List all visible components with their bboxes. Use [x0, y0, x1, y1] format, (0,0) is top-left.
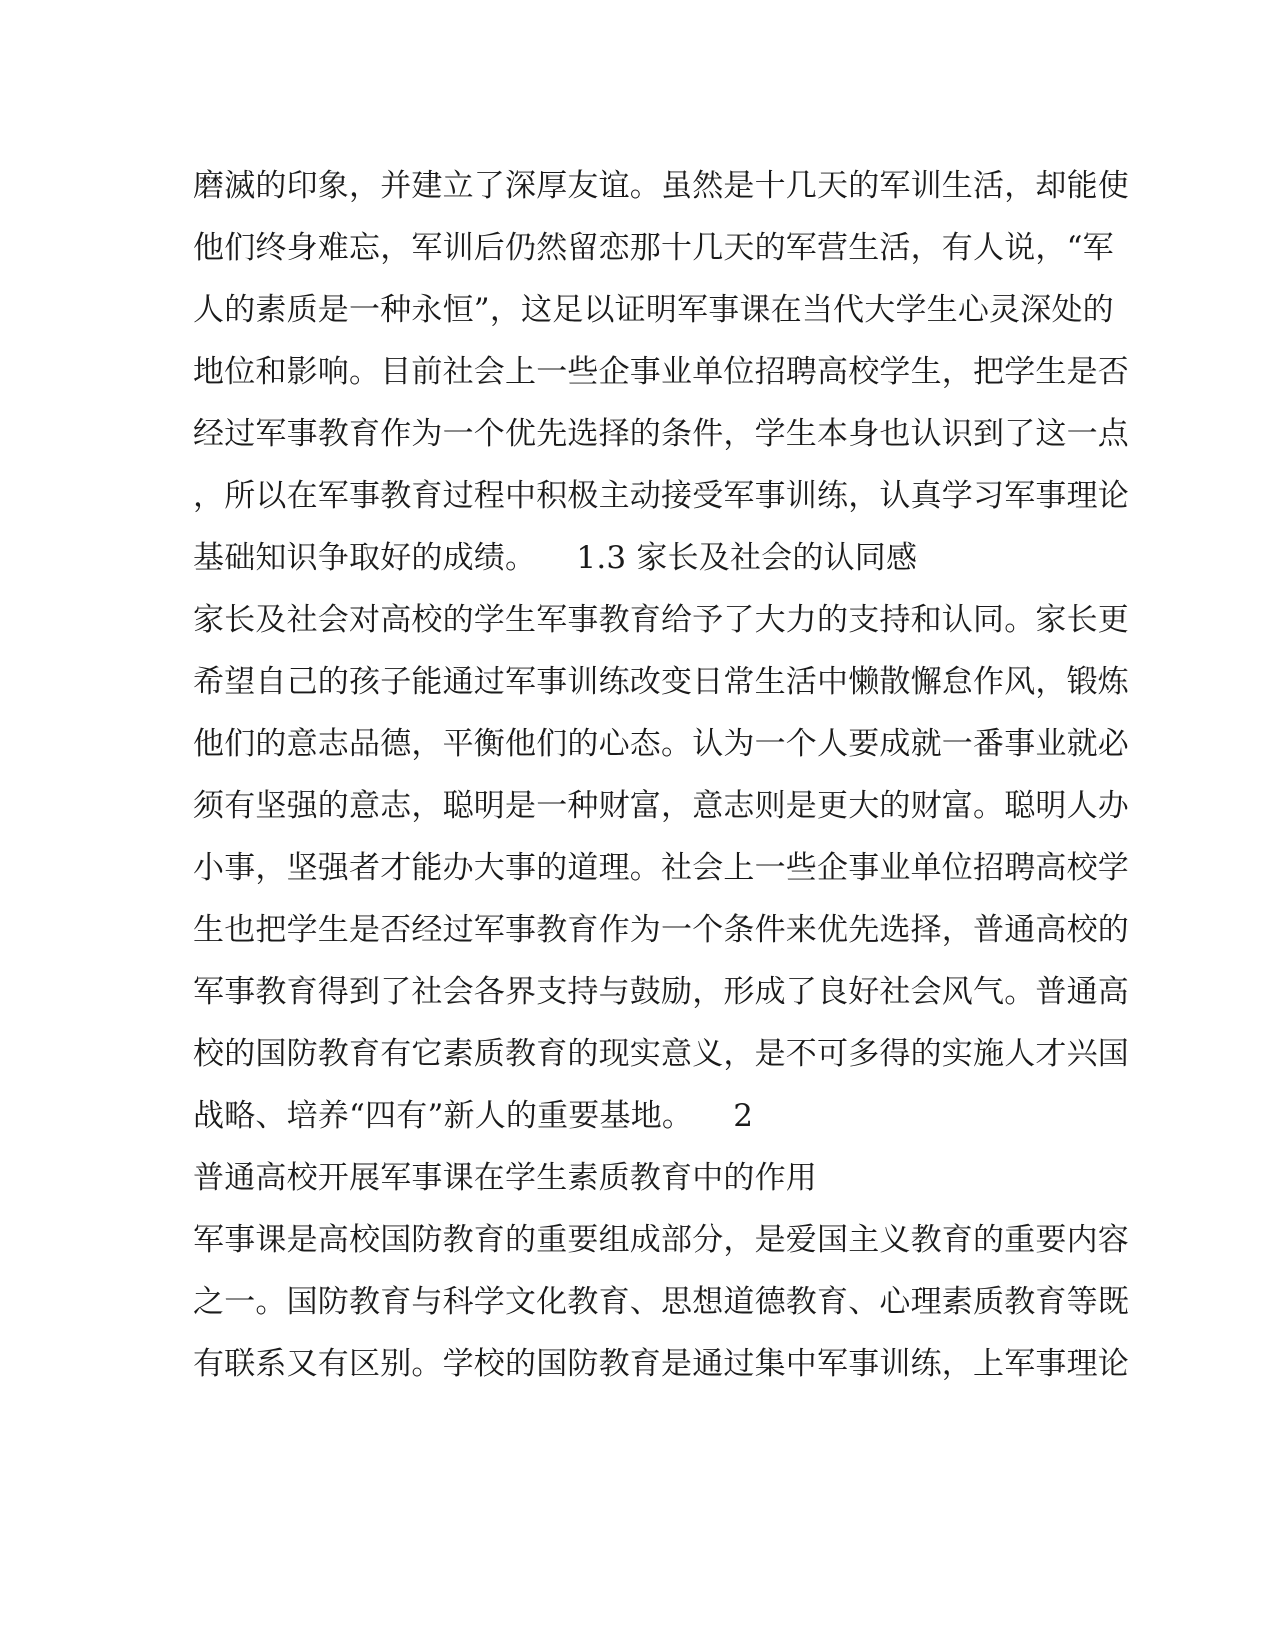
text-line: 军事教育得到了社会各界支持与鼓励，形成了良好社会风气。普通高	[193, 974, 1129, 1010]
text-line: 战略、培养“四有”新人的重要基地。 2	[193, 1098, 754, 1134]
text-line: 他们终身难忘，军训后仍然留恋那十几天的军营生活，有人说，“军	[193, 230, 1114, 266]
text-line: 小事，坚强者才能办大事的道理。社会上一些企事业单位招聘高校学	[193, 850, 1129, 886]
text-line: 军事课是高校国防教育的重要组成部分，是爱国主义教育的重要内容	[193, 1222, 1129, 1258]
text-line: 有联系又有区别。学校的国防教育是通过集中军事训练，上军事理论	[193, 1346, 1129, 1382]
text-line: 须有坚强的意志，聪明是一种财富，意志则是更大的财富。聪明人办	[193, 788, 1129, 824]
text-line: 基础知识争取好的成绩。 1.3 家长及社会的认同感	[193, 540, 918, 576]
text-line: 家长及社会对高校的学生军事教育给予了大力的支持和认同。家长更	[193, 602, 1129, 638]
text-line: 磨滅的印象，并建立了深厚友谊。虽然是十几天的军训生活，却能使	[193, 168, 1129, 204]
text-line: 生也把学生是否经过军事教育作为一个条件来优先选择，普通高校的	[193, 912, 1129, 948]
text-line: 人的素质是一种永恒”，这足以证明军事课在当代大学生心灵深处的	[193, 292, 1114, 328]
text-line: 普通高校开展军事课在学生素质教育中的作用	[193, 1160, 817, 1196]
text-line: 他们的意志品德，平衡他们的心态。认为一个人要成就一番事业就必	[193, 726, 1129, 762]
text-line: 希望自己的孩子能通过军事训练改变日常生活中懒散懈怠作风，锻炼	[193, 664, 1129, 700]
text-line: 校的国防教育有它素质教育的现实意义，是不可多得的实施人才兴国	[193, 1036, 1129, 1072]
text-line: 地位和影响。目前社会上一些企事业单位招聘高校学生，把学生是否	[193, 354, 1129, 390]
text-line: 经过军事教育作为一个优先选择的条件，学生本身也认识到了这一点	[193, 416, 1129, 452]
text-line: 之一。国防教育与科学文化教育、思想道德教育、心理素质教育等既	[193, 1284, 1129, 1320]
text-line: ，所以在军事教育过程中积极主动接受军事训练，认真学习军事理论	[193, 478, 1129, 514]
